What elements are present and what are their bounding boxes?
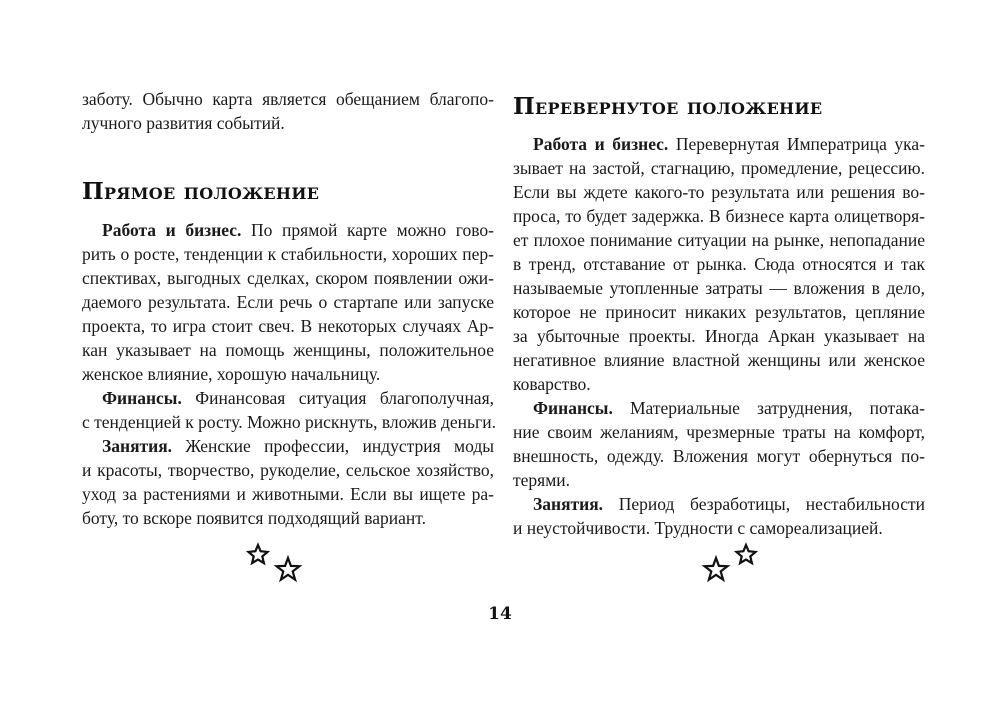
intro-line: лучного развития событий. xyxy=(82,113,285,133)
paragraph-line: за убыточные проекты. Иногда Аркан указывает на xyxy=(513,326,925,346)
paragraph-line: рить о росте, тенденции к стабильности, хороших пер- xyxy=(82,244,494,264)
decorative-stars-right xyxy=(690,540,760,590)
paragraph-line: зывает на застой, стагнацию, промедление, рецессию. xyxy=(513,158,925,178)
paragraph-line: терями. xyxy=(513,470,571,490)
page-number: 14 xyxy=(488,604,512,624)
star-icon xyxy=(737,545,756,563)
label-finance: Финансы. xyxy=(533,398,613,418)
paragraph-line: коварство. xyxy=(513,374,591,394)
paragraph-line: негативное влияние властной женщины или женское xyxy=(513,350,925,370)
star-icon xyxy=(705,558,728,580)
paragraph-first-line xyxy=(82,434,494,458)
paragraph-line: в тренд, отставание от рынка. Сюда относятся и так xyxy=(513,254,925,274)
text: По прямой карте можно гово- xyxy=(251,220,494,240)
label-work-business: Работа и бизнес. xyxy=(533,134,669,154)
decorative-stars-left xyxy=(240,540,310,590)
paragraph-first-line xyxy=(82,218,494,242)
heading-reversed-position: Перевернутое положение xyxy=(513,93,823,120)
star-icon xyxy=(249,545,268,563)
paragraph-line: ние своим желаниям, чрезмерные траты на комфорт, xyxy=(513,422,925,442)
paragraph-line: проса, то будет задержка. В бизнесе карта олицетворя- xyxy=(513,206,925,226)
heading-direct-position: Прямое положение xyxy=(82,178,320,205)
paragraph-first-line xyxy=(513,396,925,420)
star-icon xyxy=(277,558,300,580)
paragraph-line: женское влияние, хорошую начальницу. xyxy=(82,364,381,384)
paragraph-line: уход за растениями и животными. Если вы ищете ра- xyxy=(82,484,494,504)
label-work-business: Работа и бизнес. xyxy=(102,220,242,240)
paragraph-line: и красоты, творчество, рукоделие, сельское хозяйство, xyxy=(82,460,494,480)
text: Перевернутая Императрица ука- xyxy=(675,134,925,154)
paragraph-line: ет плохое понимание ситуации на рынке, непопадание xyxy=(513,230,925,250)
paragraph-line: называемые утопленные затраты — вложения в дело, xyxy=(513,278,925,298)
paragraph-line: внешность, одежду. Вложения могут обернуться по- xyxy=(513,446,925,466)
paragraph-line: Если вы ждете какого-то результата или решения во- xyxy=(513,182,925,202)
paragraph-line: с тенденцией к росту. Можно рискнуть, вложив деньги. xyxy=(82,412,496,432)
paragraph-line: проекта, то игра стоит свеч. В некоторых случаях Ар- xyxy=(82,316,494,336)
paragraph-line: спективах, выгодных сделках, скором появлении ожи- xyxy=(82,268,494,288)
text: Женские профессии, индустрия моды xyxy=(185,436,494,456)
paragraph-first-line xyxy=(82,386,494,410)
label-occupation: Занятия. xyxy=(533,494,604,514)
text: Материальные затруднения, потака- xyxy=(629,398,925,418)
intro-line: заботу. Обычно карта является обещанием благопо- xyxy=(82,89,494,109)
label-occupation: Занятия. xyxy=(102,436,173,456)
paragraph-line: и неустойчивости. Трудности с самореализацией. xyxy=(513,518,883,538)
text: Период безработицы, нестабильности xyxy=(618,494,925,514)
label-finance: Финансы. xyxy=(102,388,182,408)
paragraph-first-line xyxy=(513,492,925,516)
paragraph-line: которое не приносит никаких результатов, цепляние xyxy=(513,302,925,322)
paragraph-line: боту, то вскоре появится подходящий вариант. xyxy=(82,508,426,528)
paragraph-line: даемого результата. Если речь о стартапе или запуске xyxy=(82,292,494,312)
paragraph-line: кан указывает на помощь женщины, положительное xyxy=(82,340,494,360)
text: Финансовая ситуация благополучная, xyxy=(195,388,495,408)
paragraph-first-line xyxy=(513,132,925,156)
